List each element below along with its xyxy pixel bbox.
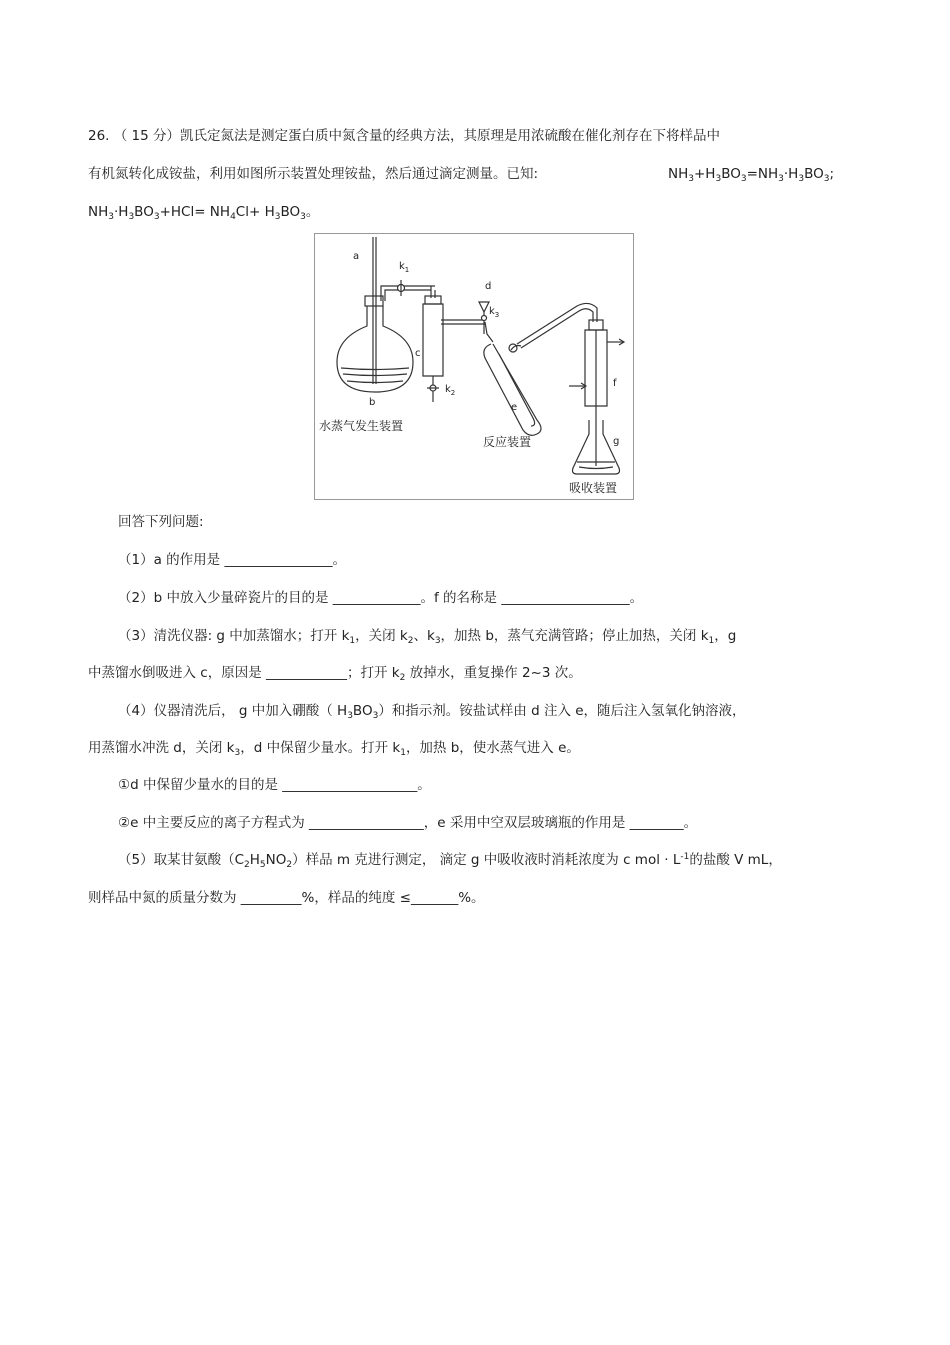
caption-absorption: 吸收装置: [569, 481, 618, 495]
subquestion-4-line2: 用蒸馏水冲洗 d，关闭 $k_3$，d 中保留少量水。打开 $k_1$，加热 b，使水蒸气进入 e。: [88, 740, 580, 758]
label-k1: $k_1$: [399, 261, 410, 274]
condenser-f: [569, 320, 624, 424]
apparatus-figure: [314, 233, 634, 500]
label-a: a: [353, 251, 360, 262]
subquestion-3-line1: （3）清洗仪器: g 中加蒸馏水；打开 $k_1$，关闭 $k_2$、$k_3$，加热 b，蒸气充满管路；停止加热，关闭 $k_1$，g: [118, 628, 737, 646]
subquestion-4-part1: ①d 中保留少量水的目的是 ____________________。: [118, 777, 431, 793]
subquestion-4-line1: （4）仪器清洗后， g 中加入硼酸（ $H_3BO_3$）和指示剂。铵盐试样由 d 注入 e，随后注入氢氧化钠溶液，: [118, 703, 746, 721]
label-f: f: [613, 378, 617, 389]
subquestion-1: （1）a 的作用是 ________________。: [118, 552, 346, 568]
prompt-text: 回答下列问题:: [118, 514, 204, 530]
subquestion-3-line2: 中蒸馏水倒吸进入 c，原因是 ____________；打开 $k_2$ 放掉水，重复操作 2~3 次。: [88, 665, 582, 683]
steam-generator-flask: [337, 237, 435, 392]
reaction-vessel-e: [484, 322, 541, 435]
tube-c: [423, 286, 485, 402]
absorption-flask-g: [573, 420, 620, 474]
funnel-d: [479, 302, 489, 334]
subquestion-2: （2）b 中放入少量碎瓷片的目的是 _____________。f 的名称是 ___________________。: [118, 590, 644, 606]
label-k2: $k_2$: [445, 384, 456, 397]
subquestion-5-line2: 则样品中氮的质量分数为 _________%，样品的纯度 ≤_______%。: [88, 890, 485, 906]
question-26-line2: 有机氮转化成铵盐，利用如图所示装置处理铵盐，然后通过滴定测量。已知:: [88, 166, 539, 182]
label-e: e: [511, 402, 518, 413]
subquestion-5-line1: （5）取某甘氨酸$(C_2H_5NO_2)$样品 m 克进行测定， 滴定 g 中吸收液时消耗浓度为 c mol · $L^{-1}$的盐酸 V mL，: [118, 852, 782, 870]
equation-2: $NH_3\cdot H_3BO_3+HCl= NH_4Cl+ H_3BO_3$。: [88, 204, 320, 222]
label-c: c: [415, 348, 421, 359]
valve-k1: [398, 280, 405, 296]
equation-1: $NH_3+H_3BO_3=NH_3\cdot H_3BO_3$;: [668, 166, 835, 184]
question-26-line1: 26. （ 15 分）凯氏定氮法是测定蛋白质中氮含量的经典方法，其原理是用浓硫酸在催化剂存在下将样品中: [88, 128, 721, 144]
subquestion-4-part2: ②e 中主要反应的离子方程式为 _________________，e 采用中空双层玻璃瓶的作用是 ________。: [118, 815, 698, 831]
label-k3: $k_3$: [489, 306, 500, 319]
label-d: d: [485, 281, 492, 292]
label-g: g: [613, 436, 620, 447]
label-b: b: [369, 397, 376, 408]
caption-reaction: 反应装置: [483, 435, 532, 449]
caption-steam-generator: 水蒸气发生装置: [319, 419, 404, 433]
